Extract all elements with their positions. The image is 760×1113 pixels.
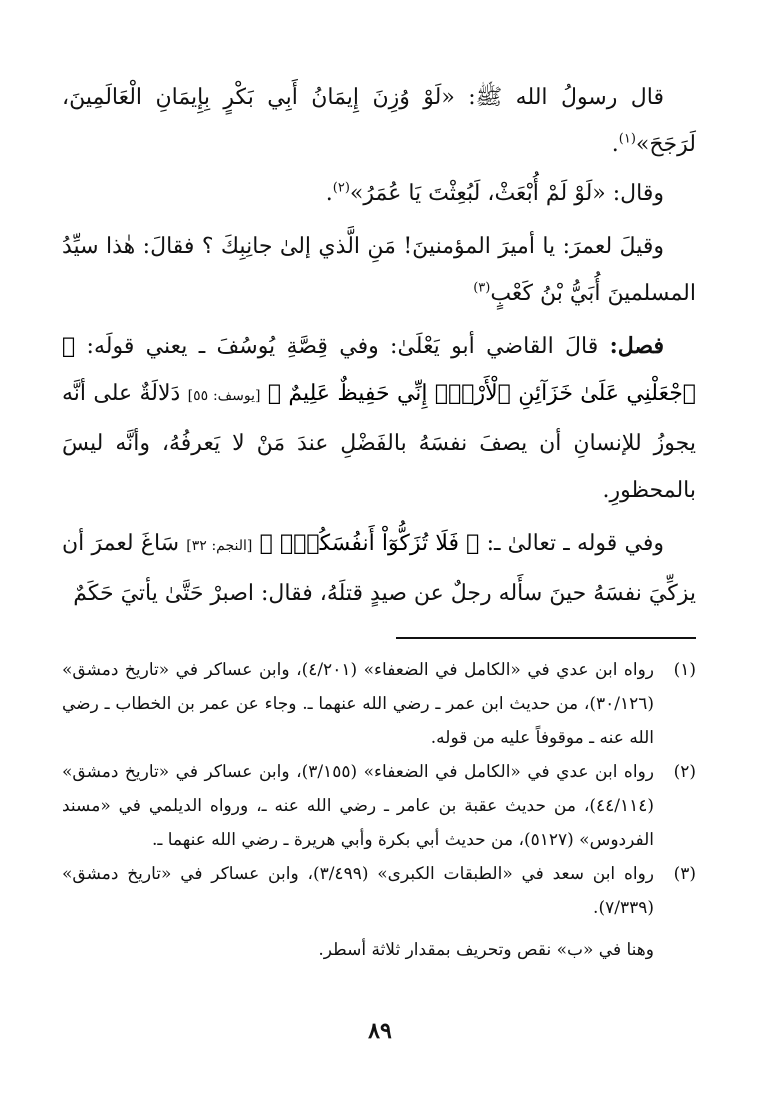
sentence-end: . <box>611 132 619 157</box>
paragraph-text: وقال: «لَوْ لَمْ أُبْعَثْ، لَبُعِثْتَ يَا عُمَرُ» <box>349 181 664 206</box>
footnote-separator <box>396 637 696 639</box>
footnote-3 <box>62 857 696 925</box>
paragraph-text: وفي قوله ـ تعالىٰ ـ: <box>486 531 664 556</box>
editor-note: وهنا في «ب» نقص وتحريف بمقدار ثلاثة أسطر. <box>318 940 654 960</box>
sentence-end: . <box>325 181 333 206</box>
footnote-number: (٢) <box>673 762 696 782</box>
footnote-marker: (٣) <box>473 280 491 296</box>
footnote-marker: (١) <box>618 131 636 147</box>
paragraph-fasl <box>62 323 696 514</box>
footnote-marker: (٢) <box>332 180 350 196</box>
footnote-number: (٣) <box>673 864 696 884</box>
verse-reference: [النجم: ٣٢] <box>186 538 253 554</box>
paragraph-ubayy <box>62 223 696 317</box>
quran-verse: ﴿ فَلَا تُزَكُّوٓاْ أَنفُسَكُمْۖ ﴾ <box>259 531 480 556</box>
paragraph-text: سَاغَ لعمرَ أن يزكِّيَ نفسَهُ حينَ سأَله رجلٌ عن صيدٍ قتلَهُ، فقال: اصبرْ حَتَّىٰ يأتيَ حَكَمٌ <box>62 531 696 606</box>
paragraph-hadith-umar <box>62 170 696 217</box>
footnote-1 <box>62 653 696 755</box>
quran-verse: ﴿ ٱجْعَلْنِي عَلَىٰ خَزَآئِنِ ٱلْأَرْضِۖ إِنِّي حَفِيظٌ عَلِيمٌ ﴾ <box>62 334 697 406</box>
paragraph-hadith-abu-bakr <box>62 74 696 168</box>
page-number: ٨٩ <box>368 1018 392 1044</box>
section-label: فصل: <box>609 333 664 359</box>
footnote-2 <box>62 755 696 857</box>
footnote-text: رواه ابن عدي في «الكامل في الضعفاء» (٣/١٥٥)، وابن عساكر في «تاريخ دمشق» (٤٤/١١٤)، من حديث عقبة بن عامر ـ رضي الله عنه ـ، ورواه الديلمي في «مسند الفردوس» (٥١٢٧)، من حديث أبي بكرة وأبي هريرة ـ رضي الله عنهما ـ. <box>62 762 654 850</box>
paragraph-text: قالَ القاضي أبو يَعْلَىٰ: وفي قِصَّةِ يُوسُفَ ـ يعني قولَه: <box>86 334 599 359</box>
paragraph-text: وقيلَ لعمرَ: يا أميرَ المؤمنينَ! مَنِ الَّذي إلىٰ جانِبِكَ ؟ فقالَ: هٰذا سيِّدُ المسلمينَ أُبَيُّ بْنُ كَعْبٍ <box>62 234 696 306</box>
paragraph-text: قال رسولُ الله ﷺ: «لَوْ وُزِنَ إِيمَانُ أَبِي بَكْرٍ بِإِيمَانِ الْعَالَمِينَ، لَرَجَحَ» <box>62 85 696 157</box>
paragraph-text: دَلالَةٌ على أنَّه يجوزُ للإنسانِ أن يصفَ نفسَهُ بالفَضْلِ عندَ مَنْ لا يَعرفُهُ، وأنَّه ليسَ بالمحظورِ. <box>62 381 696 503</box>
paragraph-tazkiya <box>62 520 696 617</box>
footnote-number: (١) <box>673 660 696 680</box>
verse-reference: [يوسف: ٥٥] <box>187 388 261 404</box>
footnote-text: رواه ابن عدي في «الكامل في الضعفاء» (٤/٢٠١)، وابن عساكر في «تاريخ دمشق» (٣٠/١٢٦)، من حديث ابن عمر ـ رضي الله عنهما ـ. وجاء عن عمر بن الخطاب ـ رضي الله عنه ـ موقوفاً عليه من قوله. <box>62 660 654 748</box>
footnote-text: رواه ابن سعد في «الطبقات الكبرى» (٣/٤٩٩)، وابن عساكر في «تاريخ دمشق» (٧/٣٣٩). <box>62 864 654 918</box>
